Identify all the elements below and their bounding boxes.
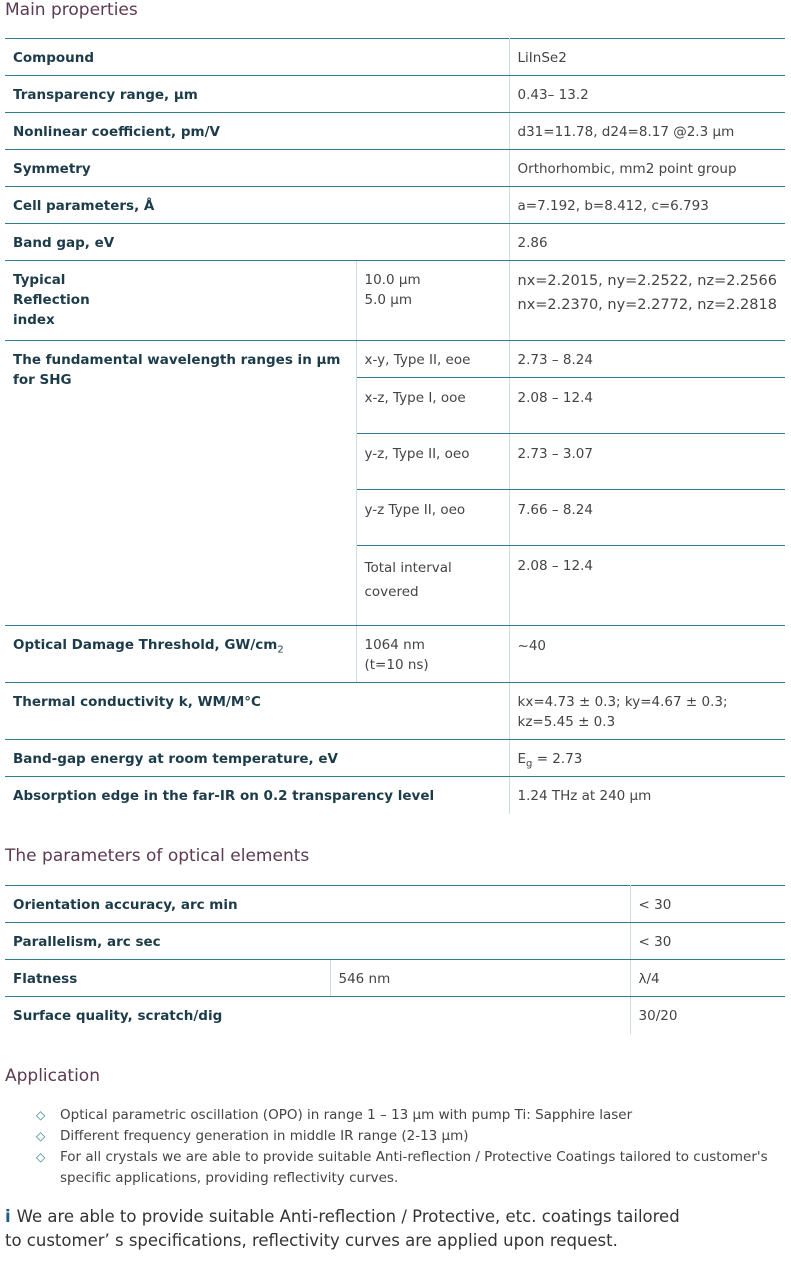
reflection-value: nx=2.2370, ny=2.2772, nz=2.2818 <box>517 297 777 313</box>
row-label: Nonlinear coefficient, pm/V <box>5 113 509 150</box>
shg-range: 2.08 – 12.4 <box>509 546 785 626</box>
coatings-note <box>5 1205 685 1253</box>
row-label: Band-gap energy at room temperature, eV <box>5 740 509 777</box>
row-label <box>5 261 356 341</box>
application-text: Optical parametric oscillation (OPO) in range 1 – 13 μm with pump Ti: Sapphire laser <box>60 1107 633 1123</box>
shg-type: y-z, Type II, oeo <box>356 434 509 490</box>
row-value: d31=11.78, d24=8.17 @2.3 μm <box>509 113 785 150</box>
table-row <box>5 76 785 113</box>
table-row <box>5 261 785 341</box>
row-condition <box>356 626 509 683</box>
application-title: Application <box>5 1066 100 1086</box>
diamond-icon: ◇ <box>36 1129 46 1143</box>
reflection-value: nx=2.2015, ny=2.2522, nz=2.2566 <box>517 273 777 289</box>
eg-value: = 2.73 <box>532 751 583 767</box>
table-row <box>5 886 785 923</box>
row-value: λ/4 <box>630 960 785 997</box>
reflection-label-line: index <box>13 312 55 328</box>
table-row <box>5 341 785 378</box>
shg-type: x-y, Type II, eoe <box>356 341 509 378</box>
table-row <box>5 150 785 187</box>
note-text: We are able to provide suitable Anti-reflection / Protective, etc. coatings tailored to customer’ s specifications, reflectivity curves are applied upon request. <box>5 1207 680 1250</box>
reflection-label-line: Reflection <box>13 292 90 308</box>
row-value: < 30 <box>630 886 785 923</box>
row-label: Absorption edge in the far-IR on 0.2 transparency level <box>5 777 509 814</box>
diamond-icon: ◇ <box>36 1150 46 1164</box>
row-value: 1.24 THz at 240 μm <box>517 788 652 804</box>
shg-type: y-z Type II, oeo <box>356 490 509 546</box>
list-item <box>36 1105 791 1126</box>
list-item <box>36 1126 791 1147</box>
diamond-icon: ◇ <box>36 1108 46 1122</box>
damage-condition: 1064 nm <box>364 637 425 653</box>
shg-type: Total interval covered <box>356 546 509 626</box>
row-value: 30/20 <box>638 1008 678 1024</box>
row-value: a=7.192, b=8.412, c=6.793 <box>509 187 785 224</box>
row-condition: 546 nm <box>330 960 630 997</box>
row-label: Flatness <box>5 960 330 997</box>
row-value: kx=4.73 ± 0.3; ky=4.67 ± 0.3; kz=5.45 ± 0.3 <box>509 683 785 740</box>
shg-range: 2.73 – 3.07 <box>509 434 785 490</box>
row-label: Orientation accuracy, arc min <box>5 886 630 923</box>
eg-symbol: E <box>517 751 527 767</box>
row-value: < 30 <box>630 923 785 960</box>
row-label <box>5 626 356 683</box>
table-row <box>5 187 785 224</box>
list-item <box>36 1147 791 1189</box>
row-value <box>509 261 785 341</box>
row-label: Transparency range, μm <box>5 76 509 113</box>
table-row <box>5 740 785 777</box>
row-value <box>509 740 785 777</box>
application-list <box>36 1105 791 1189</box>
damage-label: Optical Damage Threshold, GW/cm <box>13 637 278 653</box>
wavelength-value: 5.0 μm <box>364 292 413 308</box>
table-row <box>5 960 785 997</box>
main-properties-table <box>5 38 785 814</box>
main-properties-title: Main properties <box>5 0 138 20</box>
shg-type: x-z, Type I, ooe <box>356 378 509 434</box>
table-row <box>5 113 785 150</box>
table-row <box>5 997 785 1034</box>
shg-label: The fundamental wavelength ranges in μm for SHG <box>5 341 356 626</box>
row-label: Cell parameters, Å <box>5 187 509 224</box>
row-value: 0.43– 13.2 <box>509 76 785 113</box>
info-icon: i <box>5 1207 11 1226</box>
application-text: For all crystals we are able to provide suitable Anti-reflection / Protective Coatings tailored to customer's specific applications, providing reflectivity curves. <box>60 1149 768 1186</box>
row-label: Surface quality, scratch/dig <box>5 997 630 1034</box>
shg-range: 7.66 – 8.24 <box>509 490 785 546</box>
row-value: LiInSe2 <box>509 39 785 76</box>
table-row <box>5 683 785 740</box>
table-row <box>5 626 785 683</box>
application-text: Different frequency generation in middle IR range (2-13 μm) <box>60 1128 469 1144</box>
row-value: 2.86 <box>509 224 785 261</box>
shg-range: 2.08 – 12.4 <box>509 378 785 434</box>
optical-elements-title: The parameters of optical elements <box>5 846 310 866</box>
damage-label-sub: 2 <box>277 644 284 656</box>
optical-elements-table <box>5 885 785 1034</box>
row-label: Thermal conductivity k, WM/M°C <box>5 683 509 740</box>
table-row <box>5 224 785 261</box>
row-label: Band gap, eV <box>5 224 509 261</box>
row-value: Orthorhombic, mm2 point group <box>509 150 785 187</box>
row-label: Symmetry <box>5 150 509 187</box>
wavelength-value: 10.0 μm <box>364 272 421 288</box>
table-row <box>5 923 785 960</box>
table-row <box>5 39 785 76</box>
shg-range: 2.73 – 8.24 <box>509 341 785 378</box>
reflection-label-line: Typical <box>13 272 66 288</box>
row-label: Compound <box>5 39 509 76</box>
eg-subscript: g <box>526 758 533 770</box>
table-row <box>5 777 785 814</box>
row-value: ~40 <box>509 626 785 683</box>
damage-condition: (t=10 ns) <box>364 657 429 673</box>
row-condition <box>356 261 509 341</box>
row-label: Parallelism, arc sec <box>5 923 630 960</box>
